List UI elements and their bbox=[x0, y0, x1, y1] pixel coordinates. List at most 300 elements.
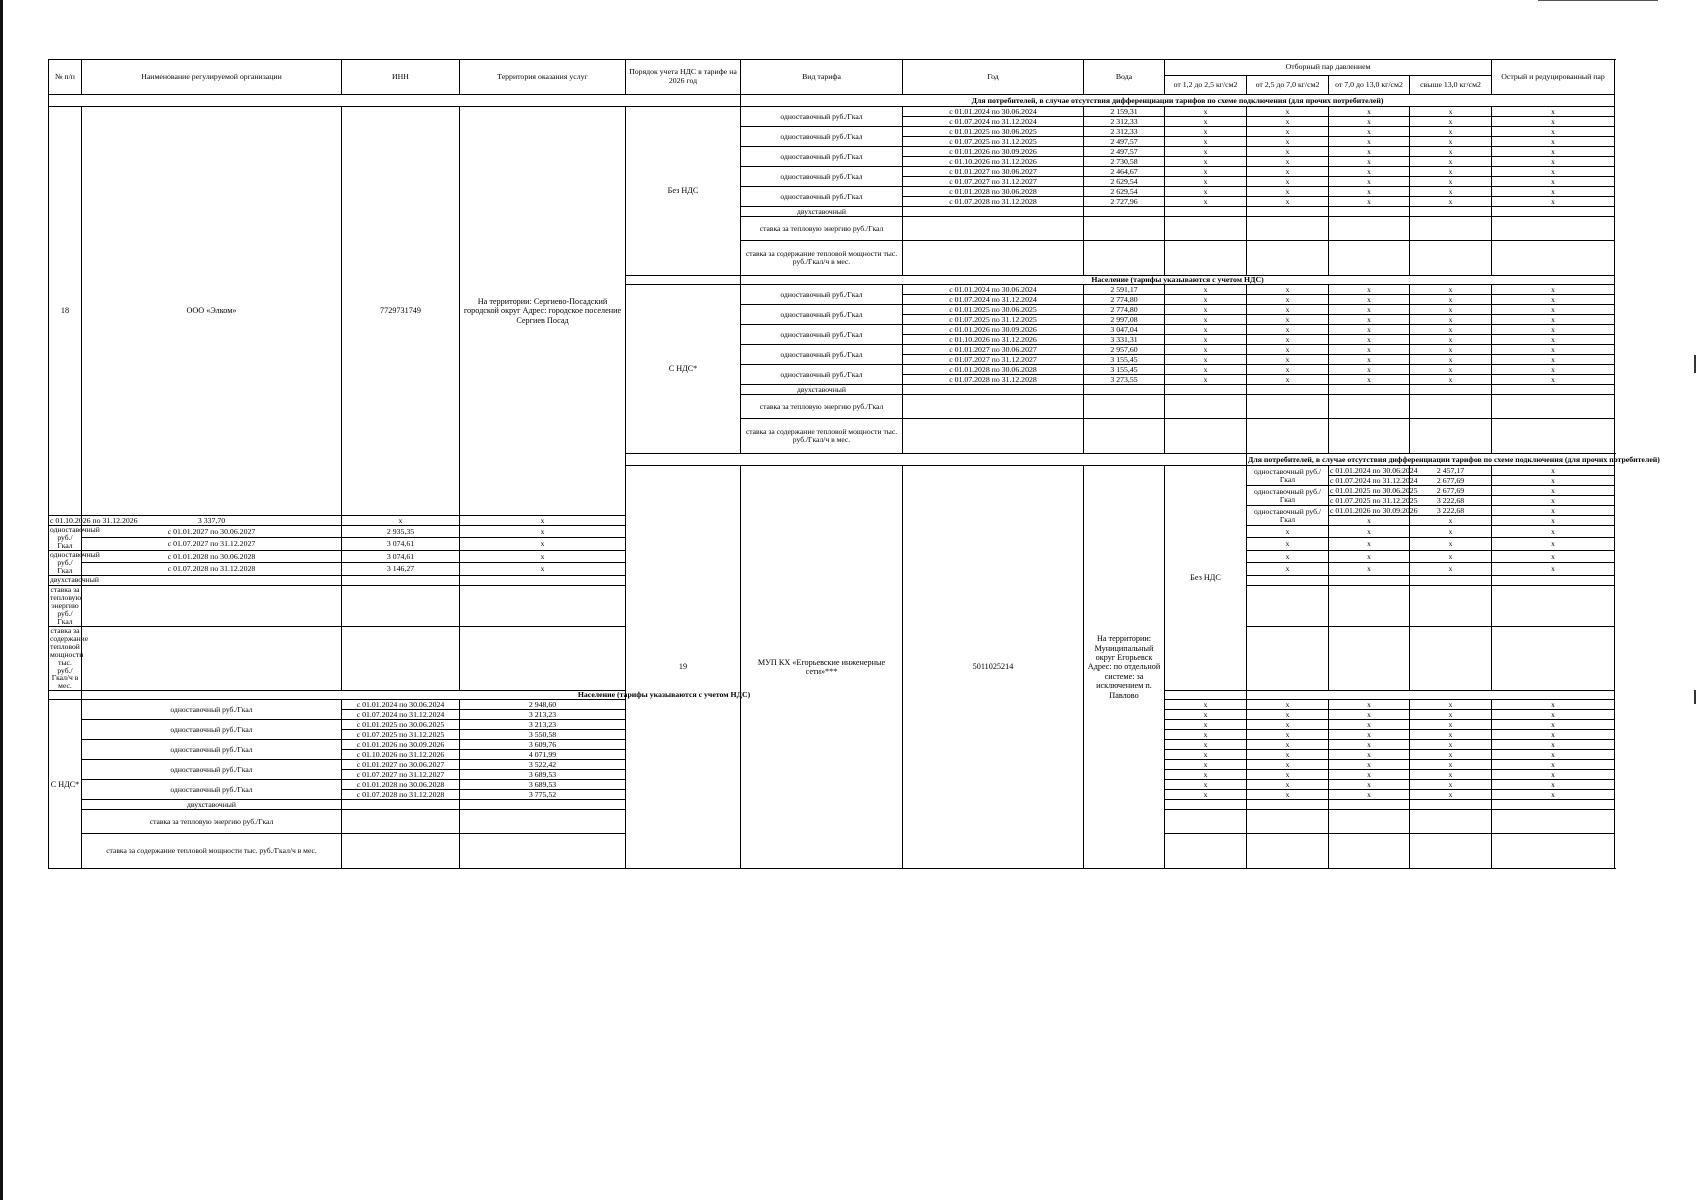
spacer-cell bbox=[626, 276, 741, 285]
empty-cell bbox=[1247, 626, 1329, 691]
period-cell: с 01.01.2028 по 30.06.2028 bbox=[342, 780, 460, 790]
x-cell: x bbox=[1492, 496, 1615, 506]
two-rate-label: двухставочный bbox=[741, 207, 903, 217]
empty-cell bbox=[1329, 217, 1410, 241]
x-cell: x bbox=[1165, 157, 1247, 167]
x-cell: x bbox=[1165, 770, 1247, 780]
x-cell: x bbox=[1329, 710, 1410, 720]
header-tariff-type: Вид тарифа bbox=[741, 60, 903, 95]
water-value: 2 629,54 bbox=[1084, 187, 1165, 197]
x-cell: x bbox=[342, 516, 460, 526]
x-cell: x bbox=[1247, 365, 1329, 375]
x-cell: x bbox=[1492, 345, 1615, 355]
section-consumers-title: Для потребителей, в случае отсутствия дифференциации тарифов по схеме подключения (для прочих потребителей) bbox=[741, 95, 1615, 107]
section-population-title: Население (тарифы указываются с учетом НДС) bbox=[82, 691, 1247, 700]
water-value: 3 047,04 bbox=[1084, 325, 1165, 335]
x-cell: x bbox=[1492, 127, 1615, 137]
single-rate-label: одноставочный руб./Гкал bbox=[1247, 486, 1329, 506]
x-cell: x bbox=[1329, 700, 1410, 710]
x-cell: x bbox=[1492, 790, 1615, 800]
period-cell: с 01.10.2026 по 31.12.2026 bbox=[903, 335, 1084, 345]
period-cell: с 01.01.2027 по 30.06.2027 bbox=[903, 167, 1084, 177]
x-cell: x bbox=[1410, 127, 1492, 137]
water-value: 3 074,61 bbox=[342, 550, 460, 562]
x-cell: x bbox=[1492, 563, 1615, 575]
two-rate-label: двухставочный bbox=[50, 575, 99, 585]
x-cell: x bbox=[1165, 167, 1247, 177]
x-cell: x bbox=[1329, 365, 1410, 375]
x-cell: x bbox=[1247, 750, 1329, 760]
org-territory: На территории: Муниципальный округ Егорьевск Адрес: по отдельной системе: за исключением п. Павлово bbox=[1084, 466, 1165, 869]
period-cell: с 01.01.2025 по 30.06.2025 bbox=[903, 305, 1084, 315]
x-cell: x bbox=[1329, 355, 1410, 365]
period-cell: с 01.01.2025 по 30.06.2025 bbox=[1330, 485, 1418, 495]
water-value: 3 775,52 bbox=[460, 790, 626, 800]
x-cell: x bbox=[1492, 157, 1615, 167]
x-cell: x bbox=[1410, 563, 1492, 575]
org-number: 19 bbox=[626, 466, 741, 869]
x-cell: x bbox=[1410, 538, 1492, 550]
x-cell: x bbox=[1410, 335, 1492, 345]
section-consumers-title: Для потребителей, в случае отсутствия дифференциации тарифов по схеме подключения (для прочих потребителей) bbox=[1248, 454, 1660, 464]
x-cell: x bbox=[1329, 285, 1410, 295]
single-rate-label: одноставочный руб./Гкал bbox=[50, 549, 100, 575]
empty-cell bbox=[1329, 419, 1410, 454]
period-cell: с 01.01.2027 по 30.06.2027 bbox=[903, 345, 1084, 355]
x-cell: x bbox=[1492, 187, 1615, 197]
empty-cell bbox=[1492, 575, 1615, 585]
x-cell: x bbox=[1492, 750, 1615, 760]
energy-rate-label: ставка за тепловую энергию руб./Гкал bbox=[82, 810, 342, 834]
x-cell: x bbox=[1410, 345, 1492, 355]
org-inn: 7729731749 bbox=[342, 107, 460, 516]
vat-group-with-vat: С НДС* bbox=[626, 285, 741, 454]
single-rate-label: одноставочный руб./Гкал bbox=[741, 167, 903, 187]
x-cell: x bbox=[1329, 720, 1410, 730]
water-value: 3 689,53 bbox=[460, 770, 626, 780]
vat-group-no-vat: Без НДС bbox=[626, 107, 741, 276]
empty-cell bbox=[1410, 800, 1492, 810]
x-cell: x bbox=[1410, 197, 1492, 207]
period-cell: с 01.07.2027 по 31.12.2027 bbox=[903, 355, 1084, 365]
x-cell: x bbox=[1492, 760, 1615, 770]
x-cell: x bbox=[1329, 177, 1410, 187]
x-cell: x bbox=[1492, 720, 1615, 730]
x-cell: x bbox=[1492, 506, 1615, 516]
x-cell: x bbox=[1410, 526, 1492, 538]
x-cell: x bbox=[1165, 147, 1247, 157]
empty-cell bbox=[1410, 395, 1492, 419]
x-cell: x bbox=[1492, 325, 1615, 335]
x-cell: x bbox=[1165, 700, 1247, 710]
x-cell: x bbox=[1247, 315, 1329, 325]
header-num: № п/п bbox=[49, 60, 82, 95]
x-cell: x bbox=[1329, 305, 1410, 315]
period-cell: с 01.10.2026 по 31.12.2026 bbox=[903, 157, 1084, 167]
empty-cell bbox=[1329, 395, 1410, 419]
x-cell: x bbox=[1165, 335, 1247, 345]
empty-cell bbox=[460, 834, 626, 869]
x-cell: x bbox=[1492, 305, 1615, 315]
x-cell: x bbox=[1492, 197, 1615, 207]
period-cell: с 01.01.2024 по 30.06.2024 bbox=[342, 700, 460, 710]
empty-cell bbox=[1492, 217, 1615, 241]
x-cell: x bbox=[1492, 117, 1615, 127]
x-cell: x bbox=[1165, 325, 1247, 335]
x-cell: x bbox=[1329, 167, 1410, 177]
period-cell: с 01.07.2024 по 31.12.2024 bbox=[1330, 475, 1418, 485]
header-water: Вода bbox=[1084, 60, 1165, 95]
x-cell: x bbox=[1410, 355, 1492, 365]
empty-cell bbox=[903, 395, 1084, 419]
water-value: 2 497,57 bbox=[1084, 147, 1165, 157]
water-value: 2 464,67 bbox=[1084, 167, 1165, 177]
x-cell: x bbox=[1329, 730, 1410, 740]
scan-top-line bbox=[1538, 0, 1658, 1]
water-value: 3 331,31 bbox=[1084, 335, 1165, 345]
x-cell: x bbox=[1329, 375, 1410, 385]
empty-cell bbox=[1165, 834, 1247, 869]
x-cell: x bbox=[1492, 355, 1615, 365]
water-value: 2 312,33 bbox=[1084, 127, 1165, 137]
water-value: 3 074,61 bbox=[342, 538, 460, 550]
single-rate-label: одноставочный руб./Гкал bbox=[82, 700, 342, 720]
empty-cell bbox=[82, 575, 342, 585]
x-cell: x bbox=[460, 538, 626, 550]
period-cell: с 01.10.2026 по 31.12.2026 bbox=[50, 515, 138, 525]
x-cell: x bbox=[460, 550, 626, 562]
empty-cell bbox=[1165, 419, 1247, 454]
x-cell: x bbox=[1329, 117, 1410, 127]
x-cell: x bbox=[1165, 295, 1247, 305]
empty-cell bbox=[1165, 810, 1247, 834]
x-cell: x bbox=[1165, 720, 1247, 730]
single-rate-label: одноставочный руб./Гкал bbox=[741, 187, 903, 207]
x-cell: x bbox=[1165, 315, 1247, 325]
x-cell: x bbox=[1247, 107, 1329, 117]
empty-cell bbox=[1165, 207, 1247, 217]
empty-cell bbox=[1329, 241, 1410, 276]
water-value: 3 522,42 bbox=[460, 760, 626, 770]
water-value: 2 730,58 bbox=[1084, 157, 1165, 167]
empty-cell bbox=[1247, 241, 1329, 276]
period-cell: с 01.07.2028 по 31.12.2028 bbox=[342, 790, 460, 800]
x-cell: x bbox=[1247, 720, 1329, 730]
x-cell: x bbox=[1410, 375, 1492, 385]
x-cell: x bbox=[1247, 325, 1329, 335]
period-cell: с 01.07.2025 по 31.12.2025 bbox=[342, 730, 460, 740]
empty-cell bbox=[1410, 810, 1492, 834]
energy-rate-label: ставка за тепловую энергию руб./Гкал bbox=[741, 395, 903, 419]
empty-cell bbox=[1084, 217, 1165, 241]
x-cell: x bbox=[1247, 355, 1329, 365]
x-cell: x bbox=[1492, 107, 1615, 117]
empty-cell bbox=[1247, 834, 1329, 869]
period-cell: с 01.07.2025 по 31.12.2025 bbox=[903, 315, 1084, 325]
x-cell: x bbox=[1492, 700, 1615, 710]
x-cell: x bbox=[1410, 770, 1492, 780]
header-vat-order: Порядок учета НДС в тарифе на 2026 год bbox=[626, 60, 741, 95]
x-cell: x bbox=[1410, 315, 1492, 325]
capacity-rate-label: ставка за содержание тепловой мощности тыс. руб./Гкал/ч в мес. bbox=[741, 241, 903, 276]
x-cell: x bbox=[1410, 305, 1492, 315]
empty-cell bbox=[1329, 834, 1410, 869]
empty-cell bbox=[1247, 585, 1329, 626]
period-cell: с 01.01.2024 по 30.06.2024 bbox=[903, 285, 1084, 295]
x-cell: x bbox=[1165, 197, 1247, 207]
x-cell: x bbox=[1329, 147, 1410, 157]
empty-cell bbox=[1492, 585, 1615, 626]
empty-cell bbox=[82, 626, 342, 691]
x-cell: x bbox=[1492, 295, 1615, 305]
x-cell: x bbox=[1247, 780, 1329, 790]
tariff-table bbox=[48, 59, 1660, 869]
empty-cell bbox=[903, 419, 1084, 454]
x-cell: x bbox=[1247, 700, 1329, 710]
water-value: 2 591,17 bbox=[1084, 285, 1165, 295]
water-value: 3 213,23 bbox=[460, 720, 626, 730]
water-value: 2 948,60 bbox=[460, 700, 626, 710]
org-name: МУП КХ «Егорьевские инженерные сети»*** bbox=[741, 466, 903, 869]
water-value: 2 677,69 bbox=[1410, 486, 1492, 496]
x-cell: x bbox=[1329, 750, 1410, 760]
x-cell: x bbox=[1410, 147, 1492, 157]
period-cell: с 01.07.2028 по 31.12.2028 bbox=[82, 563, 342, 575]
org-name: ООО «Элком» bbox=[82, 107, 342, 516]
x-cell: x bbox=[1410, 177, 1492, 187]
single-rate-label: одноставочный руб./Гкал bbox=[82, 780, 342, 800]
empty-cell bbox=[903, 207, 1084, 217]
empty-cell bbox=[1247, 217, 1329, 241]
water-value: 3 155,45 bbox=[1084, 365, 1165, 375]
single-rate-label: одноставочный руб./Гкал bbox=[82, 720, 342, 740]
header-steam-4: свыше 13,0 кг/см2 bbox=[1410, 76, 1492, 95]
empty-cell bbox=[460, 575, 626, 585]
energy-rate-label: ставка за тепловую энергию руб./Гкал bbox=[741, 217, 903, 241]
period-cell: с 01.07.2025 по 31.12.2025 bbox=[903, 137, 1084, 147]
header-steam-2: от 2,5 до 7,0 кг/см2 bbox=[1247, 76, 1329, 95]
single-rate-label: одноставочный руб./Гкал bbox=[741, 345, 903, 365]
energy-rate-label: ставка за тепловую энергию руб./Гкал bbox=[50, 584, 82, 626]
single-rate-label: одноставочный руб./Гкал bbox=[1247, 466, 1329, 486]
scan-mark bbox=[1694, 690, 1696, 704]
x-cell: x bbox=[1410, 780, 1492, 790]
x-cell: x bbox=[1247, 305, 1329, 315]
x-cell: x bbox=[1329, 760, 1410, 770]
water-value: 3 213,23 bbox=[460, 710, 626, 720]
empty-cell bbox=[1329, 207, 1410, 217]
capacity-rate-label: ставка за содержание тепловой мощности тыс. руб./Гкал/ч в мес. bbox=[741, 419, 903, 454]
single-rate-label: одноставочный руб./Гкал bbox=[741, 365, 903, 385]
two-rate-label: двухставочный bbox=[741, 385, 903, 395]
x-cell: x bbox=[1410, 157, 1492, 167]
x-cell: x bbox=[1492, 780, 1615, 790]
x-cell: x bbox=[1410, 700, 1492, 710]
x-cell: x bbox=[1247, 526, 1329, 538]
x-cell: x bbox=[1410, 710, 1492, 720]
x-cell: x bbox=[1247, 187, 1329, 197]
empty-cell bbox=[1084, 395, 1165, 419]
x-cell: x bbox=[1165, 760, 1247, 770]
x-cell: x bbox=[1247, 345, 1329, 355]
empty-cell bbox=[903, 241, 1084, 276]
water-value: 2 677,69 bbox=[1410, 476, 1492, 486]
empty-cell bbox=[1410, 241, 1492, 276]
x-cell: x bbox=[1329, 770, 1410, 780]
x-cell: x bbox=[1165, 345, 1247, 355]
water-value: 2 774,80 bbox=[1084, 305, 1165, 315]
x-cell: x bbox=[1410, 295, 1492, 305]
water-value: 2 457,17 bbox=[1410, 466, 1492, 476]
x-cell: x bbox=[460, 526, 626, 538]
x-cell: x bbox=[1329, 550, 1410, 562]
empty-cell bbox=[1084, 241, 1165, 276]
x-cell: x bbox=[1329, 526, 1410, 538]
x-cell: x bbox=[1410, 187, 1492, 197]
header-steam-1: от 1,2 до 2,5 кг/см2 bbox=[1165, 76, 1247, 95]
empty-cell bbox=[342, 810, 460, 834]
x-cell: x bbox=[1492, 710, 1615, 720]
x-cell: x bbox=[1329, 740, 1410, 750]
x-cell: x bbox=[1165, 177, 1247, 187]
single-rate-label: одноставочный руб./Гкал bbox=[82, 740, 342, 760]
x-cell: x bbox=[1492, 335, 1615, 345]
single-rate-label: одноставочный руб./Гкал bbox=[741, 127, 903, 147]
period-cell: с 01.01.2027 по 30.06.2027 bbox=[82, 526, 342, 538]
x-cell: x bbox=[1329, 538, 1410, 550]
scan-mark bbox=[1694, 355, 1696, 373]
x-cell: x bbox=[1247, 760, 1329, 770]
water-value: 3 155,45 bbox=[1084, 355, 1165, 365]
period-cell: с 01.01.2025 по 30.06.2025 bbox=[903, 127, 1084, 137]
x-cell: x bbox=[1165, 365, 1247, 375]
empty-cell bbox=[1410, 626, 1492, 691]
x-cell: x bbox=[1247, 790, 1329, 800]
x-cell: x bbox=[1247, 740, 1329, 750]
x-cell: x bbox=[1165, 780, 1247, 790]
empty-cell bbox=[1165, 241, 1247, 276]
empty-cell bbox=[342, 834, 460, 869]
header-steam-3: от 7,0 до 13,0 кг/см2 bbox=[1329, 76, 1410, 95]
x-cell: x bbox=[1329, 790, 1410, 800]
x-cell: x bbox=[1165, 187, 1247, 197]
empty-cell bbox=[1084, 419, 1165, 454]
period-cell: с 01.01.2028 по 30.06.2028 bbox=[82, 550, 342, 562]
x-cell: x bbox=[1165, 305, 1247, 315]
x-cell: x bbox=[1492, 538, 1615, 550]
x-cell: x bbox=[1492, 526, 1615, 538]
empty-cell bbox=[1247, 385, 1329, 395]
empty-cell bbox=[1410, 385, 1492, 395]
empty-cell bbox=[1165, 395, 1247, 419]
x-cell: x bbox=[1492, 486, 1615, 496]
water-value: 2 312,33 bbox=[1084, 117, 1165, 127]
x-cell: x bbox=[1410, 167, 1492, 177]
x-cell: x bbox=[1247, 137, 1329, 147]
water-value: 2 497,57 bbox=[1084, 137, 1165, 147]
period-cell: с 01.01.2026 по 30.09.2026 bbox=[342, 740, 460, 750]
empty-cell bbox=[1410, 585, 1492, 626]
x-cell: x bbox=[1247, 127, 1329, 137]
single-rate-label: одноставочный руб./Гкал bbox=[1247, 506, 1329, 526]
x-cell: x bbox=[1492, 137, 1615, 147]
x-cell: x bbox=[1410, 365, 1492, 375]
x-cell: x bbox=[1329, 197, 1410, 207]
empty-cell bbox=[1329, 585, 1410, 626]
x-cell: x bbox=[1247, 117, 1329, 127]
single-rate-label: одноставочный руб./Гкал bbox=[741, 325, 903, 345]
single-rate-label: одноставочный руб./Гкал bbox=[741, 305, 903, 325]
x-cell: x bbox=[1165, 137, 1247, 147]
header-org: Наименование регулируемой организации bbox=[82, 60, 342, 95]
section-row bbox=[49, 691, 1615, 700]
x-cell: x bbox=[1247, 563, 1329, 575]
org-number: 18 bbox=[49, 107, 82, 516]
period-cell: с 01.01.2028 по 30.06.2028 bbox=[903, 365, 1084, 375]
x-cell: x bbox=[1247, 770, 1329, 780]
x-cell: x bbox=[1247, 730, 1329, 740]
x-cell: x bbox=[1247, 167, 1329, 177]
x-cell: x bbox=[1329, 335, 1410, 345]
x-cell: x bbox=[1492, 285, 1615, 295]
x-cell: x bbox=[1410, 137, 1492, 147]
x-cell: x bbox=[1410, 760, 1492, 770]
period-cell: с 01.01.2025 по 30.06.2025 bbox=[342, 720, 460, 730]
water-value: 4 071,99 bbox=[460, 750, 626, 760]
empty-cell bbox=[1329, 575, 1410, 585]
x-cell: x bbox=[1165, 790, 1247, 800]
period-cell: с 01.07.2027 по 31.12.2027 bbox=[903, 177, 1084, 187]
empty-cell bbox=[1247, 575, 1329, 585]
x-cell: x bbox=[1492, 476, 1615, 486]
x-cell: x bbox=[1492, 167, 1615, 177]
empty-cell bbox=[1410, 207, 1492, 217]
x-cell: x bbox=[1410, 285, 1492, 295]
x-cell: x bbox=[1165, 750, 1247, 760]
two-rate-label: двухставочный bbox=[82, 800, 342, 810]
header-inn: ИНН bbox=[342, 60, 460, 95]
x-cell: x bbox=[1329, 137, 1410, 147]
empty-cell bbox=[1492, 800, 1615, 810]
x-cell: x bbox=[1492, 730, 1615, 740]
x-cell: x bbox=[1165, 355, 1247, 365]
water-value: 2 774,80 bbox=[1084, 295, 1165, 305]
x-cell: x bbox=[1329, 345, 1410, 355]
section-row bbox=[49, 95, 1615, 107]
single-rate-label: одноставочный руб./Гкал bbox=[741, 285, 903, 305]
water-value: 2 935,35 bbox=[342, 526, 460, 538]
x-cell: x bbox=[1165, 375, 1247, 385]
x-cell: x bbox=[1329, 295, 1410, 305]
x-cell: x bbox=[1492, 177, 1615, 187]
period-cell: с 01.01.2027 по 30.06.2027 bbox=[342, 760, 460, 770]
water-value: 2 159,31 bbox=[1084, 107, 1165, 117]
period-cell: с 01.07.2028 по 31.12.2028 bbox=[903, 197, 1084, 207]
period-cell: с 01.01.2026 по 30.09.2026 bbox=[1330, 505, 1418, 515]
empty-cell bbox=[1165, 217, 1247, 241]
x-cell: x bbox=[1329, 780, 1410, 790]
single-rate-label: одноставочный руб./Гкал bbox=[741, 107, 903, 127]
x-cell: x bbox=[1165, 710, 1247, 720]
spacer-cell bbox=[626, 454, 1247, 466]
x-cell: x bbox=[1247, 177, 1329, 187]
period-cell: с 01.07.2028 по 31.12.2028 bbox=[903, 375, 1084, 385]
period-cell: с 01.07.2024 по 31.12.2024 bbox=[903, 117, 1084, 127]
x-cell: x bbox=[1492, 365, 1615, 375]
x-cell: x bbox=[1492, 375, 1615, 385]
empty-cell bbox=[903, 217, 1084, 241]
water-value: 2 997,08 bbox=[1084, 315, 1165, 325]
